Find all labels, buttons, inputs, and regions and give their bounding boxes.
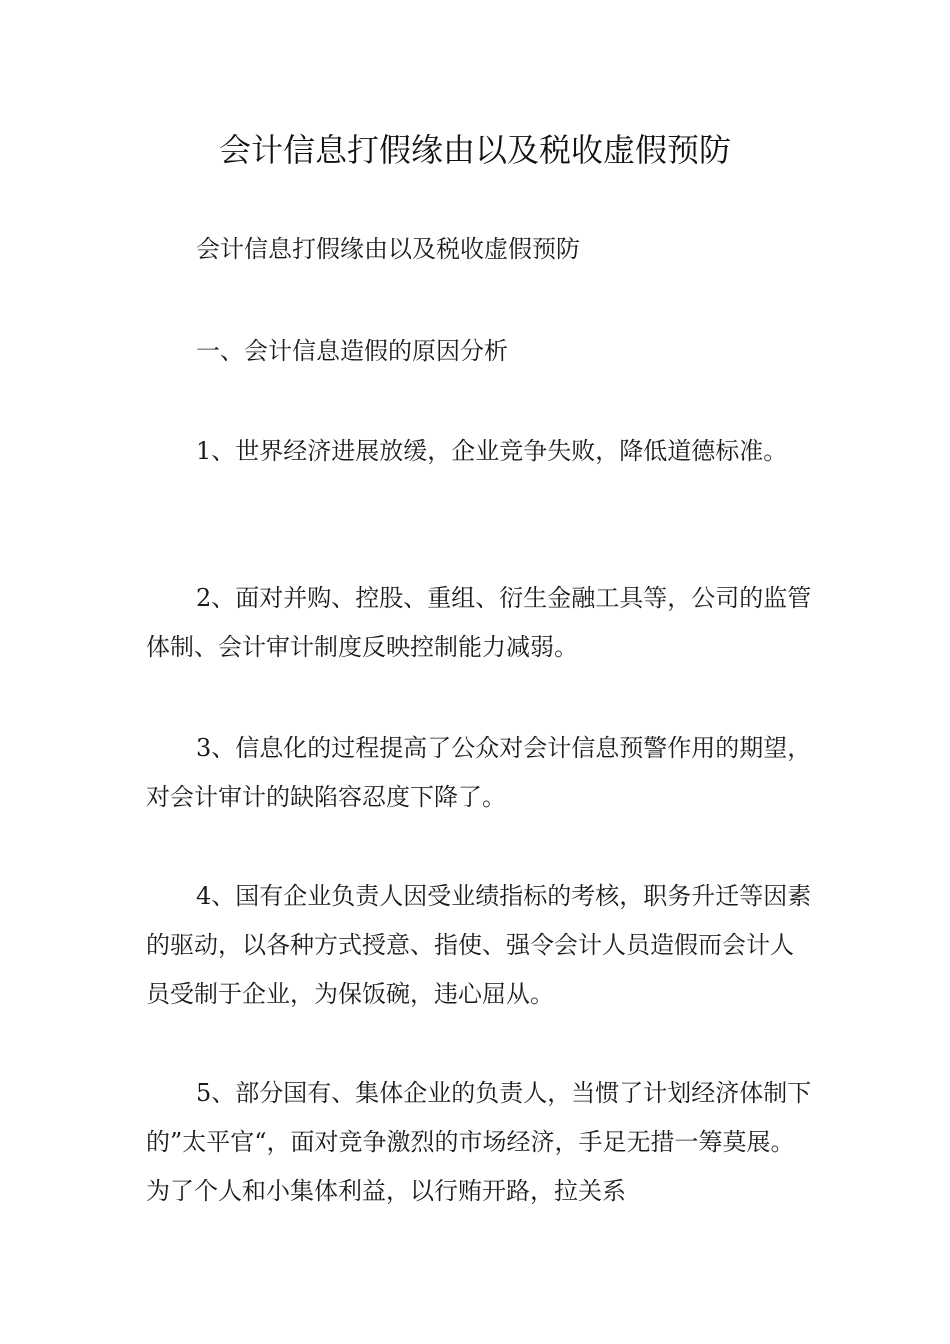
- paragraph-item-5: 5、部分国有、集体企业的负责人，当惯了计划经济体制下的”太平官“，面对竞争激烈的市场经济，手足无措一筹莫展。为了个人和小集体利益，以行贿开路，拉关系: [146, 1079, 812, 1205]
- section-heading: 一、会计信息造假的原因分析: [196, 337, 508, 365]
- document-title: 会计信息打假缘由以及税收虚假预防: [218, 131, 731, 169]
- document-subtitle: 会计信息打假缘由以及税收虚假预防: [196, 235, 580, 263]
- paragraph-item-3: 3、信息化的过程提高了公众对会计信息预警作用的期望，对会计审计的缺陷容忍度下降了。: [146, 734, 812, 811]
- paragraph-item-1: 1、世界经济进展放缓，企业竞争失败，降低道德标准。: [196, 437, 788, 465]
- paragraph-item-2: 2、面对并购、控股、重组、衍生金融工具等，公司的监管体制、会计审计制度反映控制能力减弱。: [146, 584, 812, 661]
- paragraph-item-4: 4、国有企业负责人因受业绩指标的考核，职务升迁等因素的驱动，以各种方式授意、指使、强令会计人员造假而会计人员受制于企业，为保饭碗，违心屈从。: [146, 882, 812, 1008]
